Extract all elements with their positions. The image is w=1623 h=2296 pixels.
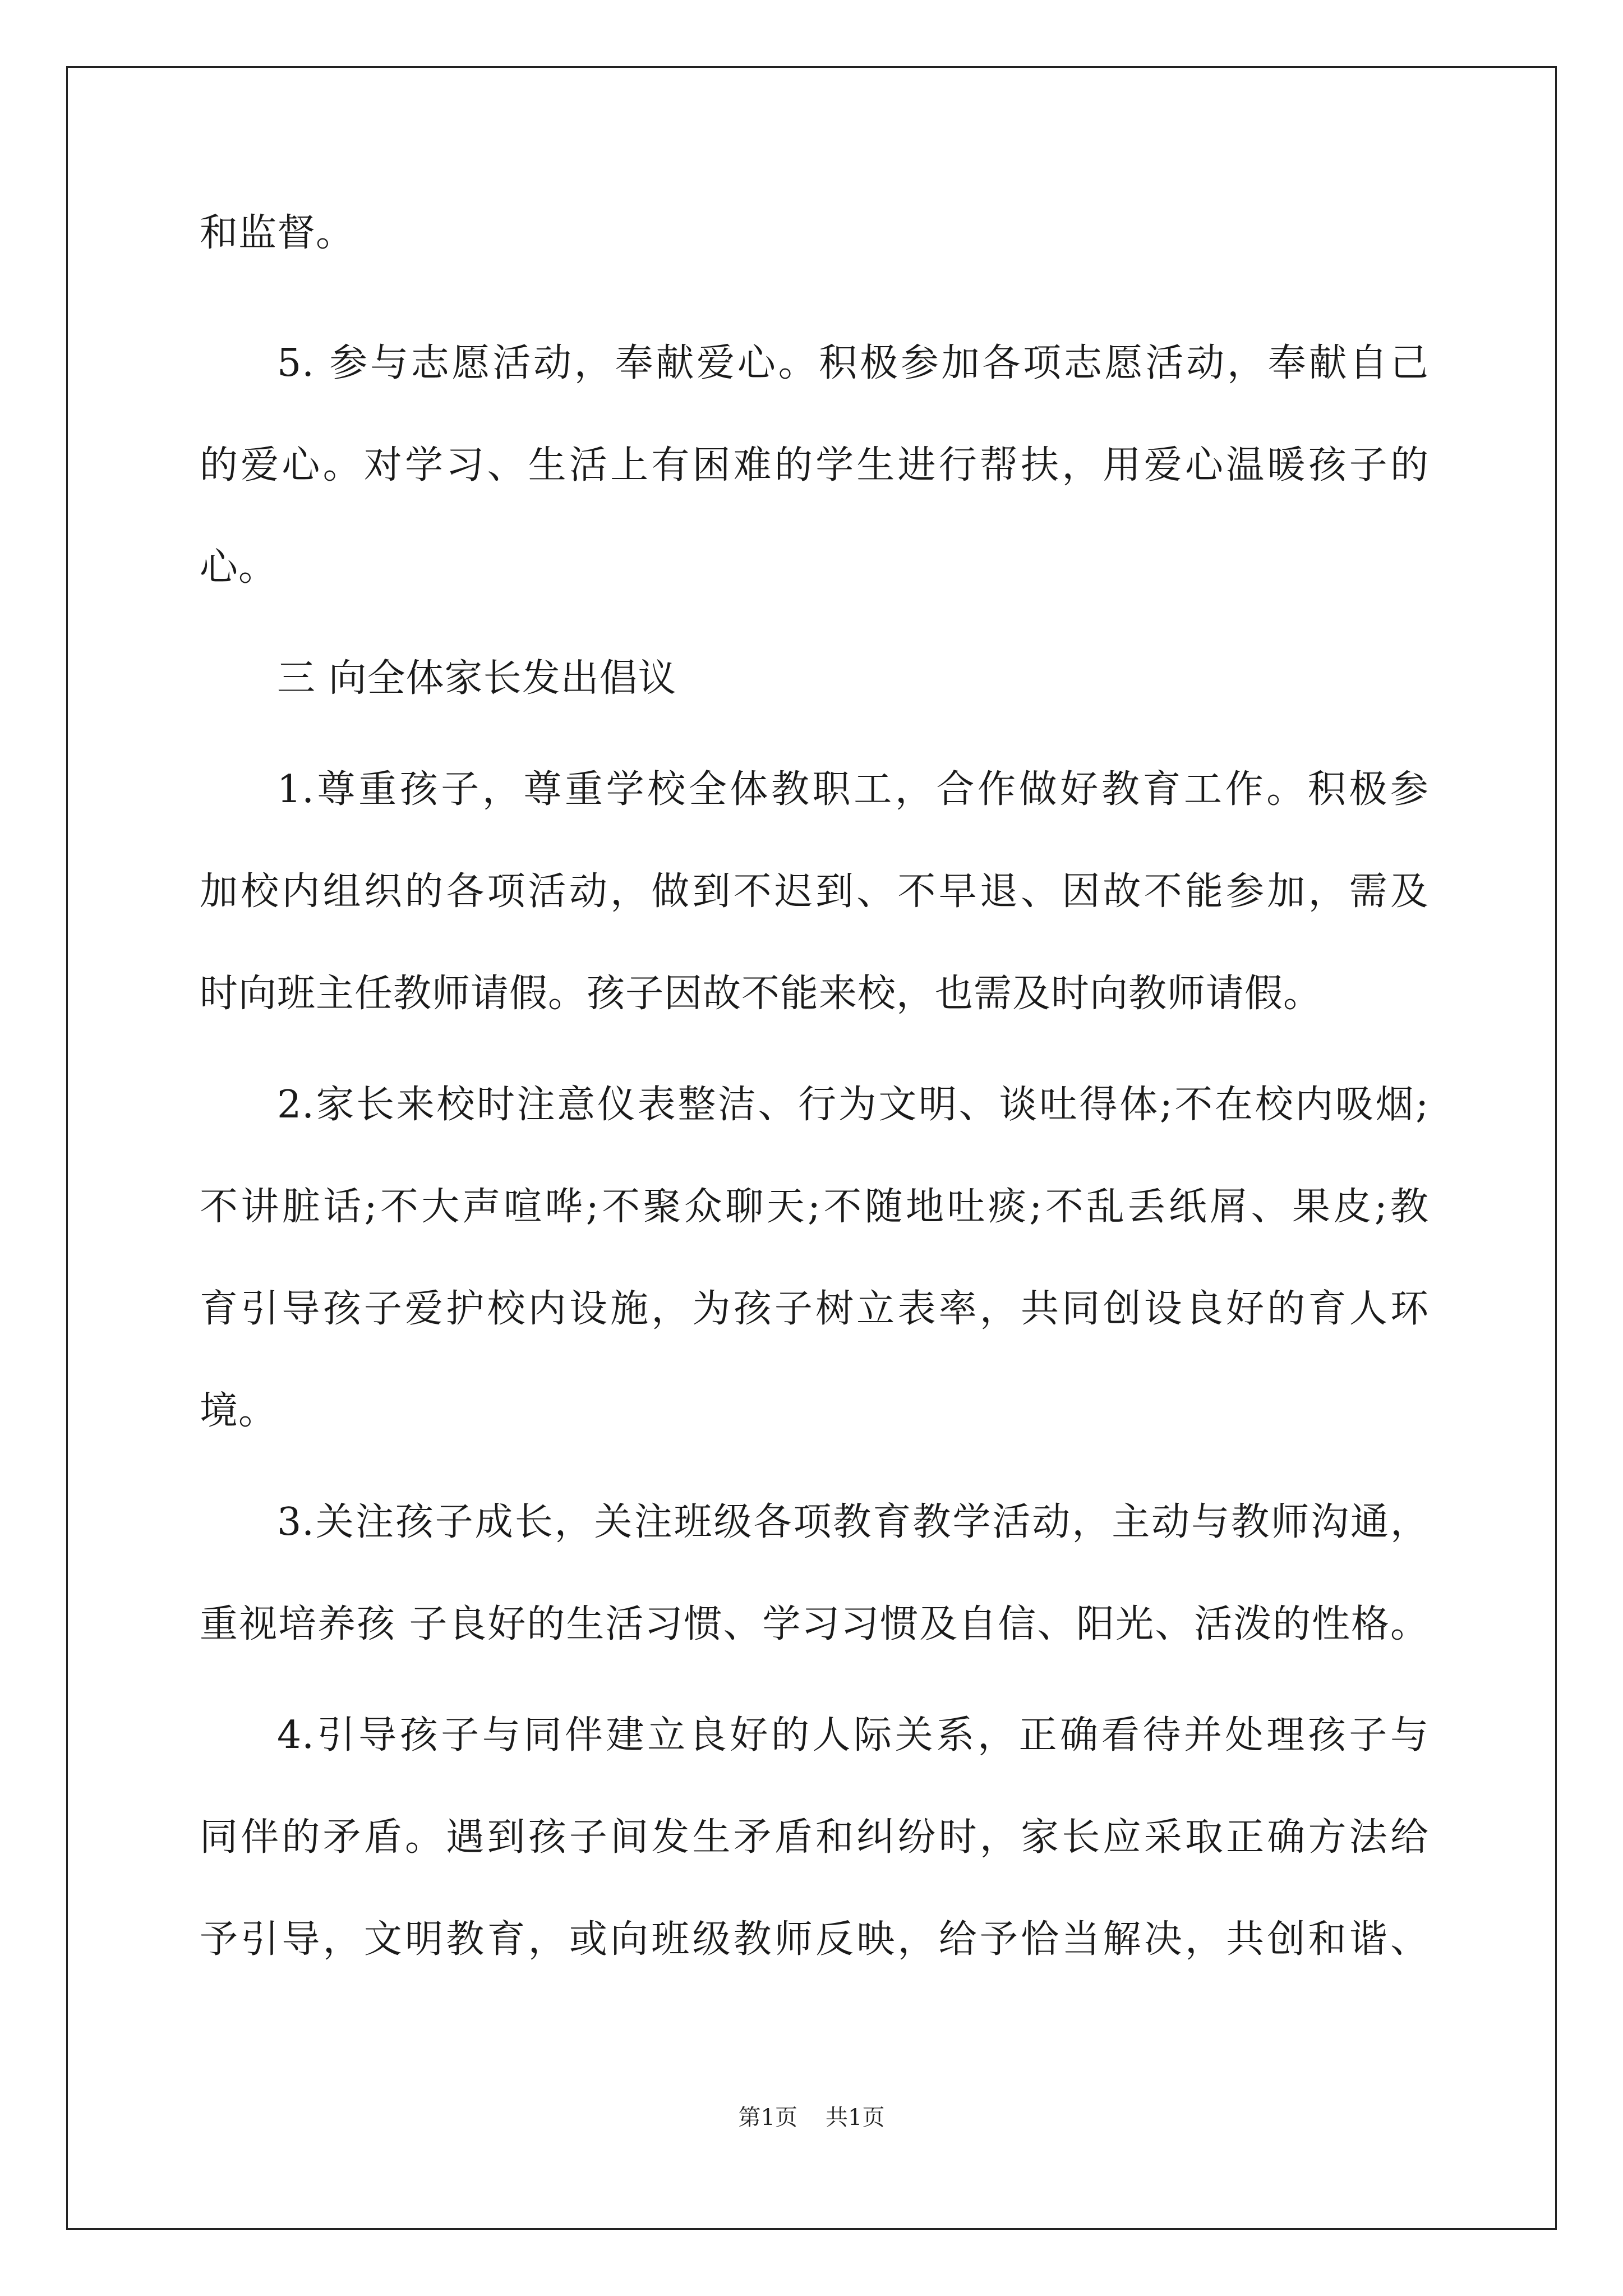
page-border [66,66,1557,2230]
item-2-line-4: 境。 [200,1389,278,1433]
item-2-line-3: 育引导孩子爱护校内设施，为孩子树立表率，共同创设良好的育人环 [200,1287,1429,1331]
page-footer [0,2104,1623,2132]
item-1-line-1: 1.尊重孩子，尊重学校全体教职工，合作做好教育工作。积极参 [277,767,1429,812]
item-2-line-1: 2.家长来校时注意仪表整洁、行为文明、谈吐得体;不在校内吸烟; [277,1083,1429,1127]
page-total: 共1页 [826,2105,885,2131]
page-number: 第1页 [738,2105,797,2131]
item-1-line-3: 时向班主任教师请假。孩子因故不能来校，也需及时向教师请假。 [200,972,1322,1016]
item-4-line-1: 4.引导孩子与同伴建立良好的人际关系，正确看待并处理孩子与 [277,1713,1429,1757]
text-line: 和监督。 [200,211,355,255]
paragraph-5-line-1: 5. 参与志愿活动，奉献爱心。积极参加各项志愿活动，奉献自己 [277,341,1429,385]
item-3-line-2: 重视培养孩 子良好的生活习惯、学习习惯及自信、阳光、活泼的性格。 [200,1602,1429,1646]
section-heading: 三 向全体家长发出倡议 [277,656,677,701]
item-1-line-2: 加校内组织的各项活动，做到不迟到、不早退、因故不能参加，需及 [200,869,1429,914]
item-2-line-2: 不讲脏话;不大声喧哗;不聚众聊天;不随地吐痰;不乱丢纸屑、果皮;教 [200,1185,1429,1229]
paragraph-5-line-3: 心。 [200,545,278,590]
paragraph-5-line-2: 的爱心。对学习、生活上有困难的学生进行帮扶，用爱心温暖孩子的 [200,443,1429,487]
item-3-line-1: 3.关注孩子成长，关注班级各项教育教学活动，主动与教师沟通， [277,1500,1429,1544]
item-4-line-3: 予引导，文明教育，或向班级教师反映，给予恰当解决，共创和谐、 [200,1917,1429,1962]
item-4-line-2: 同伴的矛盾。遇到孩子间发生矛盾和纠纷时，家长应采取正确方法给 [200,1815,1429,1860]
